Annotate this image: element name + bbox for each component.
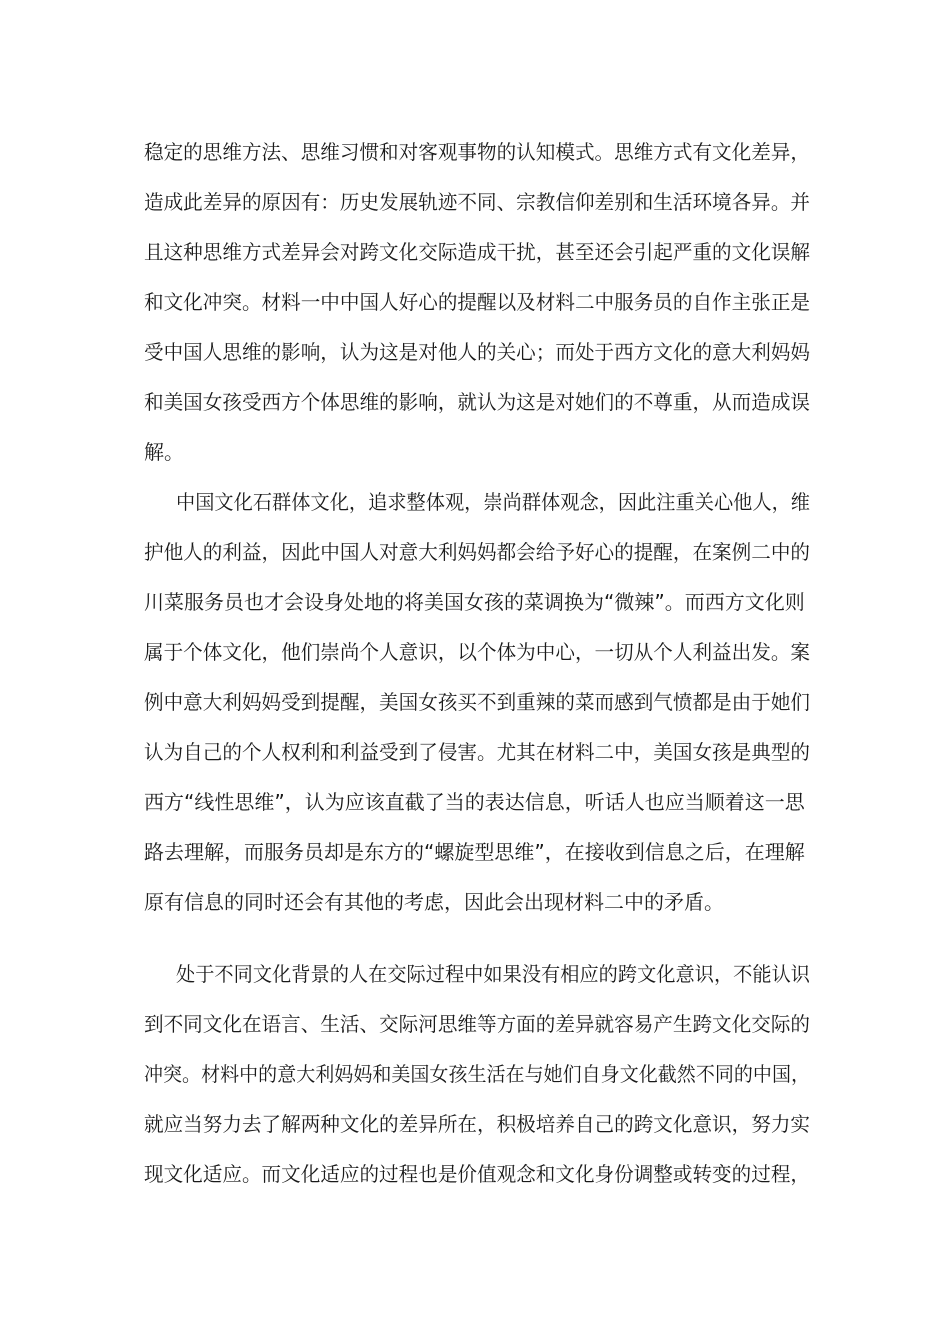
text-line: 中国文化石群体文化，追求整体观，崇尚群体观念，因此注重关心他人，维: [176, 490, 810, 514]
text-line: 和文化冲突。材料一中中国人好心的提醒以及材料二中服务员的自作主张正是: [144, 290, 810, 314]
text-line: 例中意大利妈妈受到提醒，美国女孩买不到重辣的菜而感到气愤都是由于她们: [144, 690, 810, 714]
text-line: 认为自己的个人权利和利益受到了侵害。尤其在材料二中，美国女孩是典型的: [144, 740, 810, 764]
text-line: 稳定的思维方法、思维习惯和对客观事物的认知模式。思维方式有文化差异，: [144, 140, 810, 164]
text-line: 西方“线性思维”，认为应该直截了当的表达信息，听话人也应当顺着这一思: [144, 790, 805, 814]
text-line: 冲突。材料中的意大利妈妈和美国女孩生活在与她们自身文化截然不同的中国，: [144, 1062, 810, 1086]
text-line: 路去理解，而服务员却是东方的“螺旋型思维”，在接收到信息之后，在理解: [144, 840, 805, 864]
text-line: 原有信息的同时还会有其他的考虑，因此会出现材料二中的矛盾。: [144, 890, 724, 914]
text-line: 就应当努力去了解两种文化的差异所在，积极培养自己的跨文化意识，努力实: [144, 1112, 810, 1136]
text-line: 且这种思维方式差异会对跨文化交际造成干扰，甚至还会引起严重的文化误解: [144, 240, 810, 264]
text-line: 和美国女孩受西方个体思维的影响，就认为这是对她们的不尊重，从而造成误: [144, 390, 810, 414]
text-line: 受中国人思维的影响，认为这是对他人的关心；而处于西方文化的意大利妈妈: [144, 340, 810, 364]
text-line: 属于个体文化，他们崇尚个人意识，以个体为中心，一切从个人利益出发。案: [144, 640, 810, 664]
text-line: 到不同文化在语言、生活、交际河思维等方面的差异就容易产生跨文化交际的: [144, 1012, 810, 1036]
text-line: 川菜服务员也才会设身处地的将美国女孩的菜调换为“微辣”。而西方文化则: [144, 590, 805, 614]
text-line: 护他人的利益，因此中国人对意大利妈妈都会给予好心的提醒，在案例二中的: [144, 540, 810, 564]
text-line: 造成此差异的原因有：历史发展轨迹不同、宗教信仰差别和生活环境各异。并: [144, 190, 810, 214]
text-line: 现文化适应。而文化适应的过程也是价值观念和文化身份调整或转变的过程，: [144, 1162, 810, 1186]
text-line: 解。: [144, 440, 184, 464]
text-line: 处于不同文化背景的人在交际过程中如果没有相应的跨文化意识，不能认识: [176, 962, 810, 986]
